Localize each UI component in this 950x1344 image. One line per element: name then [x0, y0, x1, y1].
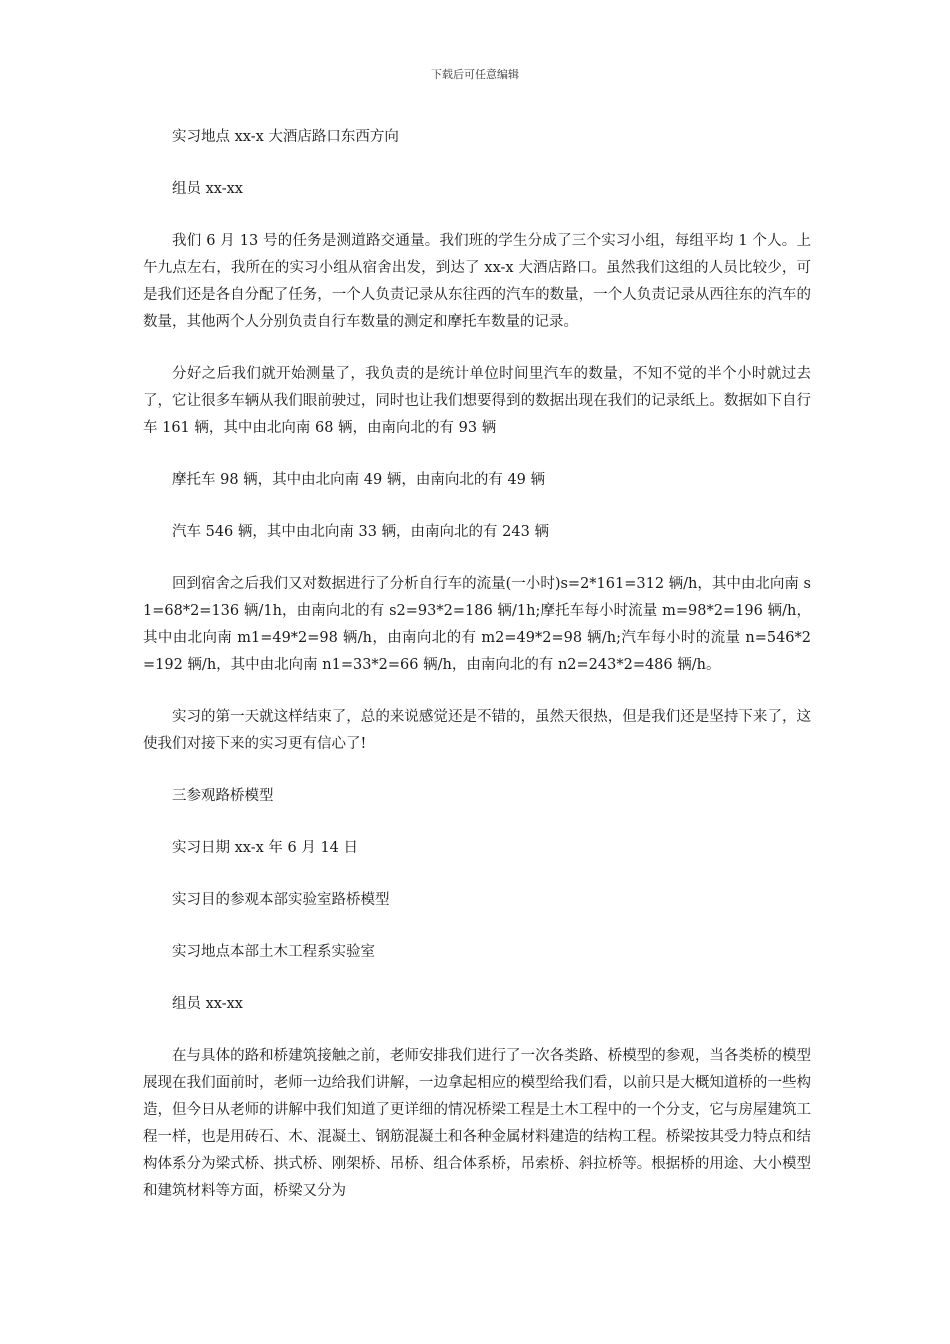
measurement-paragraph: 分好之后我们就开始测量了，我负责的是统计单位时间里汽车的数量，不知不觉的半个小时就过去了，它让很多车辆从我们眼前驶过，同时也让我们想要得到的数据出现在我们的记录纸上。数据如下自行车 161 辆，其中由北向南 68 辆，由南向北的有 93 辆: [143, 366, 811, 436]
members-line: 组员 xx-xx: [172, 181, 243, 197]
motorcycle-data-line: 摩托车 98 辆，其中由北向南 49 辆，由南向北的有 49 辆: [172, 472, 546, 488]
bridge-paragraph: 在与具体的路和桥建筑接触之前，老师安排我们进行了一次各类路、桥模型的参观，当各类桥的模型展现在我们面前时，老师一边给我们讲解，一边拿起相应的模型给我们看，以前只是大概知道桥的一些构造，但今日从老师的讲解中我们知道了更详细的情况桥梁工程是土木工程中的一个分支，它与房屋建筑工程一样，也是用砖石、木、混凝土、钢筋混凝土和各种金属材料建造的结构工程。桥梁按其受力特点和结构体系分为梁式桥、拱式桥、刚架桥、吊桥、组合体系桥，吊索桥、斜拉桥等。根据桥的用途、大小模型和建筑材料等方面，桥梁又分为: [143, 1048, 811, 1199]
document-body: [143, 124, 811, 1230]
members-line-2: 组员 xx-xx: [172, 996, 243, 1012]
location-line: 实习地点 xx-x 大酒店路口东西方向: [172, 129, 399, 145]
analysis-paragraph: 回到宿舍之后我们又对数据进行了分析自行车的流量(一小时)s=2*161=312 辆/h，其中由北向南 s1=68*2=136 辆/1h，由南向北的有 s2=93*2=186 辆/1h;摩托车每小时流量 m=98*2=196 辆/h，其中由北向南 m1=49*2=98 辆/h，由南向北的有 m2=49*2=98 辆/h;汽车每小时的流量 n=546*2=192 辆/h，其中由北向南 n1=33*2=66 辆/h，由南向北的有 n2=243*2=486 辆/h。: [143, 576, 811, 673]
location-line-2: 实习地点本部土木工程系实验室: [172, 944, 375, 960]
car-data-line: 汽车 546 辆，其中由北向南 33 辆，由南向北的有 243 辆: [172, 524, 549, 540]
section-heading: 三参观路桥模型: [172, 788, 274, 804]
summary-paragraph: 实习的第一天就这样结束了，总的来说感觉还是不错的，虽然天很热，但是我们还是坚持下来了，这使我们对接下来的实习更有信心了!: [143, 709, 811, 752]
page-header: 下载后可任意编辑: [431, 68, 519, 81]
purpose-line: 实习目的参观本部实验室路桥模型: [172, 892, 390, 908]
date-line: 实习日期 xx-x 年 6 月 14 日: [172, 840, 359, 856]
task-paragraph: 我们 6 月 13 号的任务是测道路交通量。我们班的学生分成了三个实习小组，每组平均 1 个人。上午九点左右，我所在的实习小组从宿舍出发，到达了 xx-x 大酒店路口。虽然我们这组的人员比较少，可是我们还是各自分配了任务，一个人负责记录从东往西的汽车的数量，一个人负责记录从西往东的汽车的数量，其他两个人分别负责自行车数量的测定和摩托车数量的记录。: [143, 233, 811, 330]
